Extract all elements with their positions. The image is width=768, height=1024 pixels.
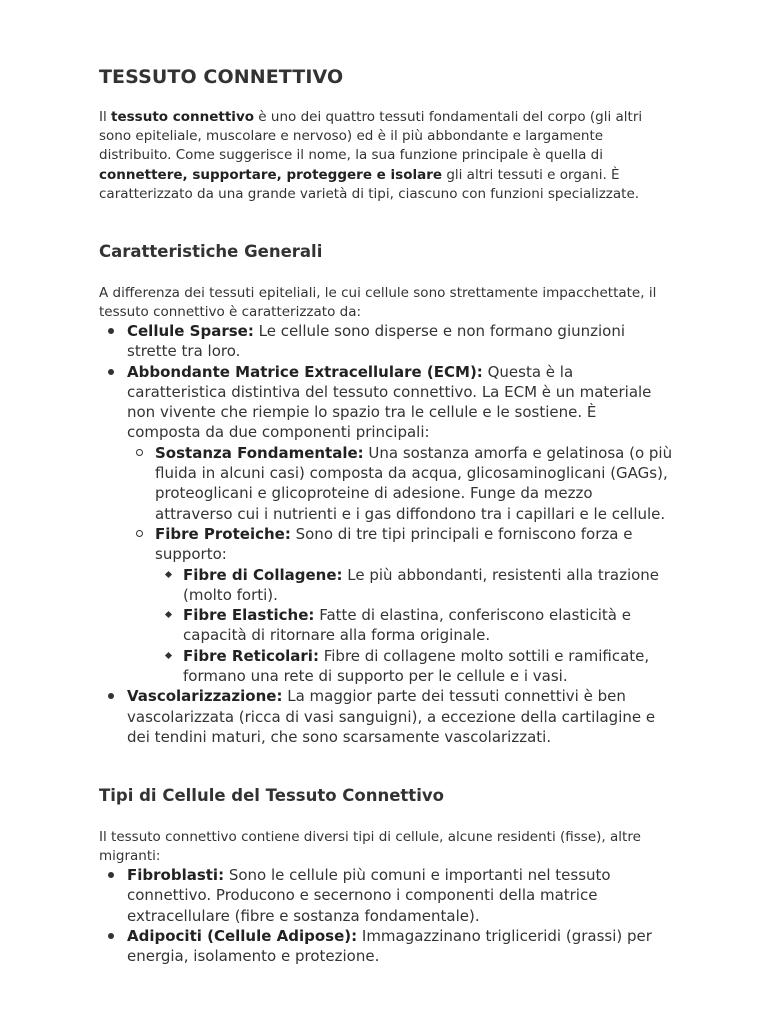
item-text: Fibre di collagene molto sottili e ramificate, formano una rete di supporto per le cellule e i vasi. [183, 646, 650, 686]
fibre-types-list [155, 565, 674, 687]
item-text: Immagazzinano trigliceridi (grassi) per energia, isolamento e protezione. [127, 926, 652, 966]
item-label: Abbondante Matrice Extracellulare (ECM): [127, 362, 483, 381]
item-text: Sono le cellule più comuni e importanti nel tessuto connettivo. Producono e secernono i componenti della matrice extracellulare (fibre e sostanza fondamentale). [127, 866, 611, 925]
list-item [99, 686, 674, 747]
item-text: La maggior parte dei tessuti connettivi è ben vascolarizzata (ricca di vasi sanguigni), a eccezione della cartilagine e dei tendini maturi, che sono scarsamente vascolarizzati. [127, 687, 656, 746]
item-text: Le cellule sono disperse e non formano giunzioni strette tra loro. [127, 322, 626, 361]
characteristics-list [99, 321, 674, 747]
list-item [99, 321, 674, 362]
list-item [99, 865, 674, 926]
section-heading-tipi-cellule: Tipi di Cellule del Tessuto Connettivo [99, 786, 444, 805]
item-text: Le più abbondanti, resistenti alla trazione (molto forti). [183, 565, 660, 604]
intro-bold-2: connettere, supportare, proteggere e isolare [99, 166, 443, 183]
intro-text-2: è uno dei quattro tessuti fondamentali del corpo (gli altri sono epiteliale, muscolare e nervoso) ed è il più abbondante e largamente distribuito. Come suggerisce il nome, la sua funzione principale è quella di [99, 109, 643, 164]
item-label: Sostanza Fondamentale: [155, 443, 364, 462]
list-item [99, 926, 674, 967]
item-label: Cellule Sparse: [127, 322, 254, 340]
ecm-components-list [127, 443, 674, 687]
item-label: Fibroblasti: [127, 866, 225, 884]
list-item [155, 565, 674, 606]
item-text: Questa è la caratteristica distintiva del tessuto connettivo. La ECM è un materiale non vivente che riempie lo spazio tra le cellule e le sostiene. È composta da due componenti principali: [127, 362, 652, 442]
list-item [155, 605, 674, 646]
item-label: Fibre Reticolari: [183, 646, 319, 665]
item-label: Vascolarizzazione: [127, 687, 283, 706]
intro-bold-1: tessuto connettivo [111, 109, 255, 125]
list-item [155, 646, 674, 687]
item-label: Fibre di Collagene: [183, 565, 343, 584]
cell-types-list [99, 865, 674, 966]
section1-lead: A differenza dei tessuti epiteliali, le cui cellule sono strettamente impacchettate, il tessuto connettivo è caratterizzato da: [99, 285, 657, 320]
item-text: Una sostanza amorfa e gelatinosa (o più fluida in alcuni casi) composta da acqua, glicosaminoglicani (GAGs), proteoglicani e glicoproteine di adesione. Funge da mezzo attraverso cui i nutrienti e i gas diffondono tra i capillari e le cellule. [155, 443, 673, 523]
document-title: TESSUTO CONNETTIVO [99, 66, 344, 88]
list-item [99, 362, 674, 687]
item-label: Fibre Elastiche: [183, 606, 315, 625]
list-item [127, 524, 674, 686]
item-text: Sono di tre tipi principali e forniscono forza e supporto: [155, 524, 633, 564]
section-heading-caratteristiche: Caratteristiche Generali [99, 242, 323, 261]
intro-text-1: Il [99, 109, 112, 125]
item-label: Adipociti (Cellule Adipose): [127, 926, 358, 945]
item-text: Fatte di elastina, conferiscono elasticità e capacità di ritornare alla forma originale. [183, 606, 631, 645]
list-item [127, 443, 674, 524]
section2-lead: Il tessuto connettivo contiene diversi tipi di cellule, alcune residenti (fisse), altre migranti: [99, 829, 641, 864]
intro-text-3: gli altri tessuti e organi. È caratterizzato da una grande varietà di tipi, ciascuno con funzioni specializzate. [99, 166, 640, 202]
intro-paragraph [99, 108, 674, 204]
item-label: Fibre Proteiche: [155, 524, 291, 543]
